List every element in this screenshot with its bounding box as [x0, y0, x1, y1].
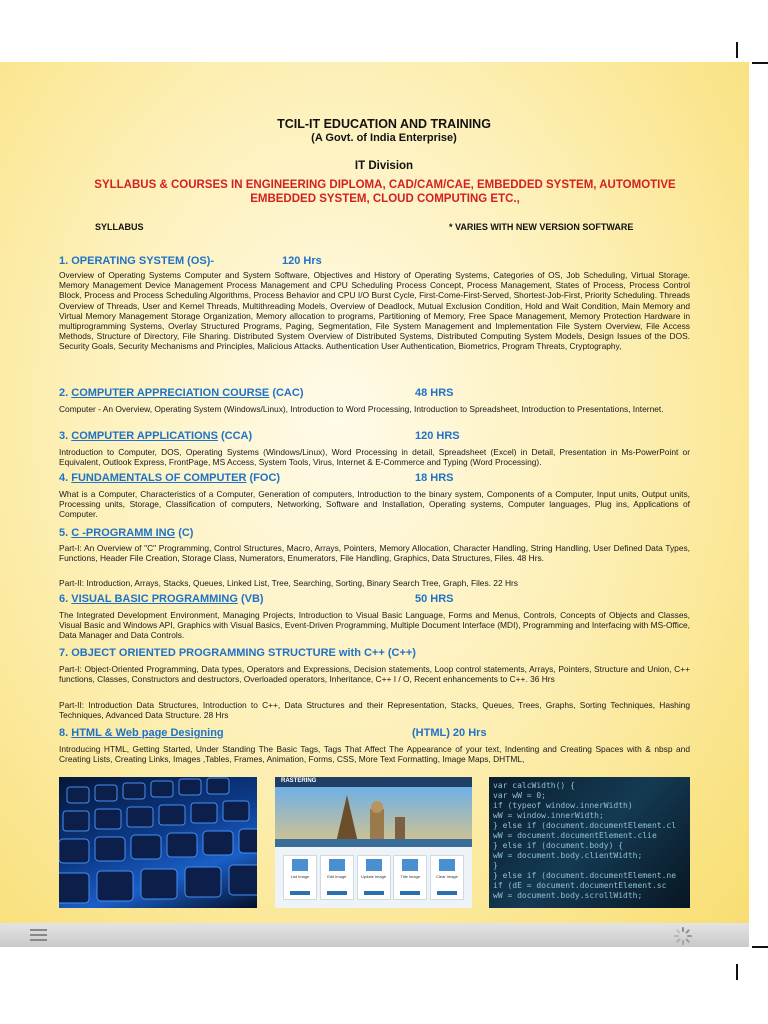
section-heading-cac [59, 387, 304, 399]
site-brand: RASTERING [281, 778, 317, 784]
feature-card [320, 855, 354, 900]
code-line: wW = document.body.clientWidth; [493, 851, 643, 860]
section-hours: 48 HRS [415, 387, 454, 399]
card-button [364, 891, 384, 895]
section-heading-html [59, 727, 224, 739]
section-body: Introduction to Computer, DOS, Operating Systems (Windows/Linux), Word Processing in detail, Spreadsheet (Excel) in Detail, Presentation in Ms-PowerPoint or Equivalent, Outlook Express, FrontPage, MS Access, System Tools, Virus, Internet & E-Commerce and Typing (Word Processing). [59, 447, 690, 468]
section-body-part2: Part-II: Introduction Data Structures, Introduction to C++, Data Structures and their Representation, Stacks, Queues, Trees, Graphs, Sorting Techniques, Hashing Techniques, Advanced Data Structure. 28 Hrs [59, 700, 690, 721]
crop-mark [736, 42, 738, 58]
code-line: wW = document.body.scrollWidth; [493, 891, 643, 900]
code-line: } else if (document.documentElement.ne [493, 871, 677, 880]
card-image-icon [329, 859, 345, 871]
card-image-icon [402, 859, 418, 871]
org-title: TCIL-IT EDUCATION AND TRAINING [277, 117, 491, 131]
section-title: C -PROGRAMM ING [71, 527, 176, 539]
section-heading-os [59, 255, 214, 267]
section-hours: 50 HRS [415, 593, 454, 605]
section-hours: (HTML) 20 Hrs [412, 727, 487, 739]
code-line: } [493, 861, 498, 870]
section-body: Computer - An Overview, Operating System (Windows/Linux), Introduction to Word Processing, Introduction to Spreadsheet, Introduction to Presentations, Internet. [59, 404, 664, 414]
syllabus-heading-line1: SYLLABUS & COURSES IN ENGINEERING DIPLOMA, CAD/CAM/CAE, EMBEDDED SYSTEM, AUTOMOTIVE [94, 179, 676, 191]
loading-spinner-icon [673, 926, 693, 946]
card-title: Update Image [360, 874, 387, 879]
feature-card [283, 855, 317, 900]
section-number: 8. [59, 727, 69, 739]
section-title: FUNDAMENTALS OF COMPUTER [71, 472, 247, 484]
card-title: Title Image [400, 874, 421, 879]
section-heading-cpp [59, 647, 416, 659]
section-heading-vb [59, 593, 264, 605]
section-abbr: (C) [178, 527, 194, 539]
section-hours: 120 HRS [415, 430, 460, 442]
card-button [400, 891, 420, 895]
section-body: Introducing HTML, Getting Started, Under Standing The Basic Tags, Tags That Affect The Appearance of your text, Indenting and Creating Spaces with & nbsp and Creating Lists, Creating Links, Images ,Tables, Frames, Animation, Forms, CSS, More Text Formatting, Image Maps, DHTML, [59, 744, 690, 765]
card-button [327, 891, 347, 895]
syllabus-heading-line2: EMBEDDED SYSTEM, CLOUD COMPUTING ETC., [250, 193, 520, 205]
code-line: var calcWidth() { [493, 781, 575, 790]
section-number: 2. [59, 387, 69, 399]
section-abbr: (FOC) [249, 472, 281, 484]
section-number: 1. [59, 255, 69, 267]
section-body: Part-I: An Overview of "C" Programming, Control Structures, Macro, Arrays, Pointers, Memory Allocation, Character Handling, String Handling, User Defined Data Types, Functions, Header File Creation, Storage Class, Numerators, Enumerators, File Handling, Graphics, Data Structures, Files. 48 Hrs. [59, 543, 690, 564]
site-nav-bar [275, 777, 472, 787]
viewer-bottom-bar [0, 923, 749, 947]
feature-card [430, 855, 464, 900]
card-title: Edit Image [327, 874, 347, 879]
section-title: OPERATING SYSTEM (OS)- [71, 255, 215, 267]
card-title: List Image [290, 874, 310, 879]
section-number: 6. [59, 593, 69, 605]
code-line: if (typeof window.innerWidth) [493, 801, 633, 810]
section-body-part2: Part-II: Introduction, Arrays, Stacks, Queues, Linked List, Tree, Searching, Sorting, Binary Search Tree, Graph, Files. 22 Hrs [59, 578, 518, 588]
section-heading-c [59, 527, 193, 539]
section-title: OBJECT ORIENTED PROGRAMMING STRUCTURE with C++ [71, 647, 385, 659]
section-abbr: (CCA) [220, 430, 253, 442]
crop-mark [752, 946, 768, 948]
hero-landmarks-graphic [275, 787, 472, 847]
card-button [290, 891, 310, 895]
division-title: IT Division [354, 160, 414, 172]
section-body: Overview of Operating Systems Computer and System Software, Objectives and History of Operating Systems, Categories of OS, Job Scheduling, Virtual Storage. Memory Management Device Management Process Management and CPU Scheduling Process Concept, Process Management, States of Process, Process Control Block, Process and Process Scheduling Algorithms, Process Behavior and CPU I/O Burst Cycle, First-Come-First-Served, Shortest-Job-First, Priority Scheduling. Threads Overview of Threads, User and Kernel Threads, Multithreading Models, Overview of Deadlock, Mutual Exclusion Condition, Hold and Wait Condition, Main Memory and Virtual Memory Management Storage Organization, Memory allocation to programs, Partitioning of Memory, Free Space Management, Memory Protection Hardware in multiprogramming Systems, Overlay Structured Programs, Paging, Segmentation, File System Management and Implementation File System Overview, File Access Methods, Structure of Directory, File Sharing. Distributed System Overview of Distributed Systems, Distributed Computing System Models, Design Issues of the DOS. Security Goals, Security Mechanisms and Principles, Malicious Attacks. Authentication User Authentication, Biometrics, Program Threats, Cryptography, [59, 270, 690, 352]
feature-card [393, 855, 427, 900]
card-title: Clear Image [436, 874, 458, 879]
section-title: COMPUTER APPLICATIONS [71, 430, 218, 442]
code-line: wW = window.innerWidth; [493, 811, 604, 820]
code-line: } else if (document.documentElement.cl [493, 821, 677, 830]
section-number: 5. [59, 527, 69, 539]
org-subtitle: (A Govt. of India Enterprise) [311, 132, 457, 144]
card-button [437, 891, 457, 895]
syllabus-label: SYLLABUS [95, 222, 144, 232]
card-image-icon [366, 859, 382, 871]
section-heading-foc [59, 472, 280, 484]
section-number: 4. [59, 472, 69, 484]
code-line: var wW = 0; [493, 791, 546, 800]
card-image-icon [292, 859, 308, 871]
menu-icon[interactable] [30, 929, 47, 941]
section-body: What is a Computer, Characteristics of a Computer, Generation of computers, Introduction to the binary system, Components of a Computer, Input units, Output units, Processing units, Storage, Classification of computers, Networking, Software and Installation, Operating systems, Computer languages, Plug ins, Applications of Computer. [59, 489, 690, 520]
section-heading-cca [59, 430, 252, 442]
code-line: } else if (document.body) { [493, 841, 624, 850]
code-line: if (dE = document.documentElement.sc [493, 881, 667, 890]
section-body: The Integrated Development Environment, Managing Projects, Introduction to Visual Basic Language, Forms and Menus, Controls, Concepts of Objects and Classes, Visual Basic and Windows API, Graphics with Visual Basics, Event-Driven Programming, Multiple Document Interface (MDI), Programming and Interfacing with MS-Office, Data Manager and Data Controls. [59, 610, 690, 641]
crop-mark [736, 964, 738, 980]
code-line: wW = document.documentElement.clie [493, 831, 657, 840]
section-number: 3. [59, 430, 69, 442]
section-title: VISUAL BASIC PROGRAMMING [71, 593, 238, 605]
keyboard-keys-graphic [59, 777, 257, 908]
code-photo [489, 777, 690, 908]
varies-note: * VARIES WITH NEW VERSION SOFTWARE [449, 222, 634, 232]
section-body: Part-I: Object-Oriented Programming, Data types, Operators and Expressions, Decision statements, Loop control statements, Arrays, Pointers, Structure and Union, C++ functions, Classes, Constructors and destructors, Overloaded operators, Inheritance, C++ I / O, Recent enhancements to C++. 36 Hrs [59, 664, 690, 685]
section-abbr: (CAC) [272, 387, 304, 399]
section-abbr: (VB) [240, 593, 264, 605]
section-hours: 120 Hrs [282, 255, 322, 267]
feature-card [357, 855, 391, 900]
section-hours: 18 HRS [415, 472, 454, 484]
crop-mark [752, 62, 768, 64]
website-screenshot [275, 777, 472, 908]
keyboard-photo [59, 777, 257, 908]
section-abbr: (C++) [387, 647, 416, 659]
card-image-icon [439, 859, 455, 871]
section-number: 7. [59, 647, 69, 659]
site-hero-banner [275, 787, 472, 847]
section-title: COMPUTER APPRECIATION COURSE [71, 387, 270, 399]
section-title: HTML & Web page Designing [71, 727, 224, 739]
site-feature-cards [283, 855, 464, 900]
